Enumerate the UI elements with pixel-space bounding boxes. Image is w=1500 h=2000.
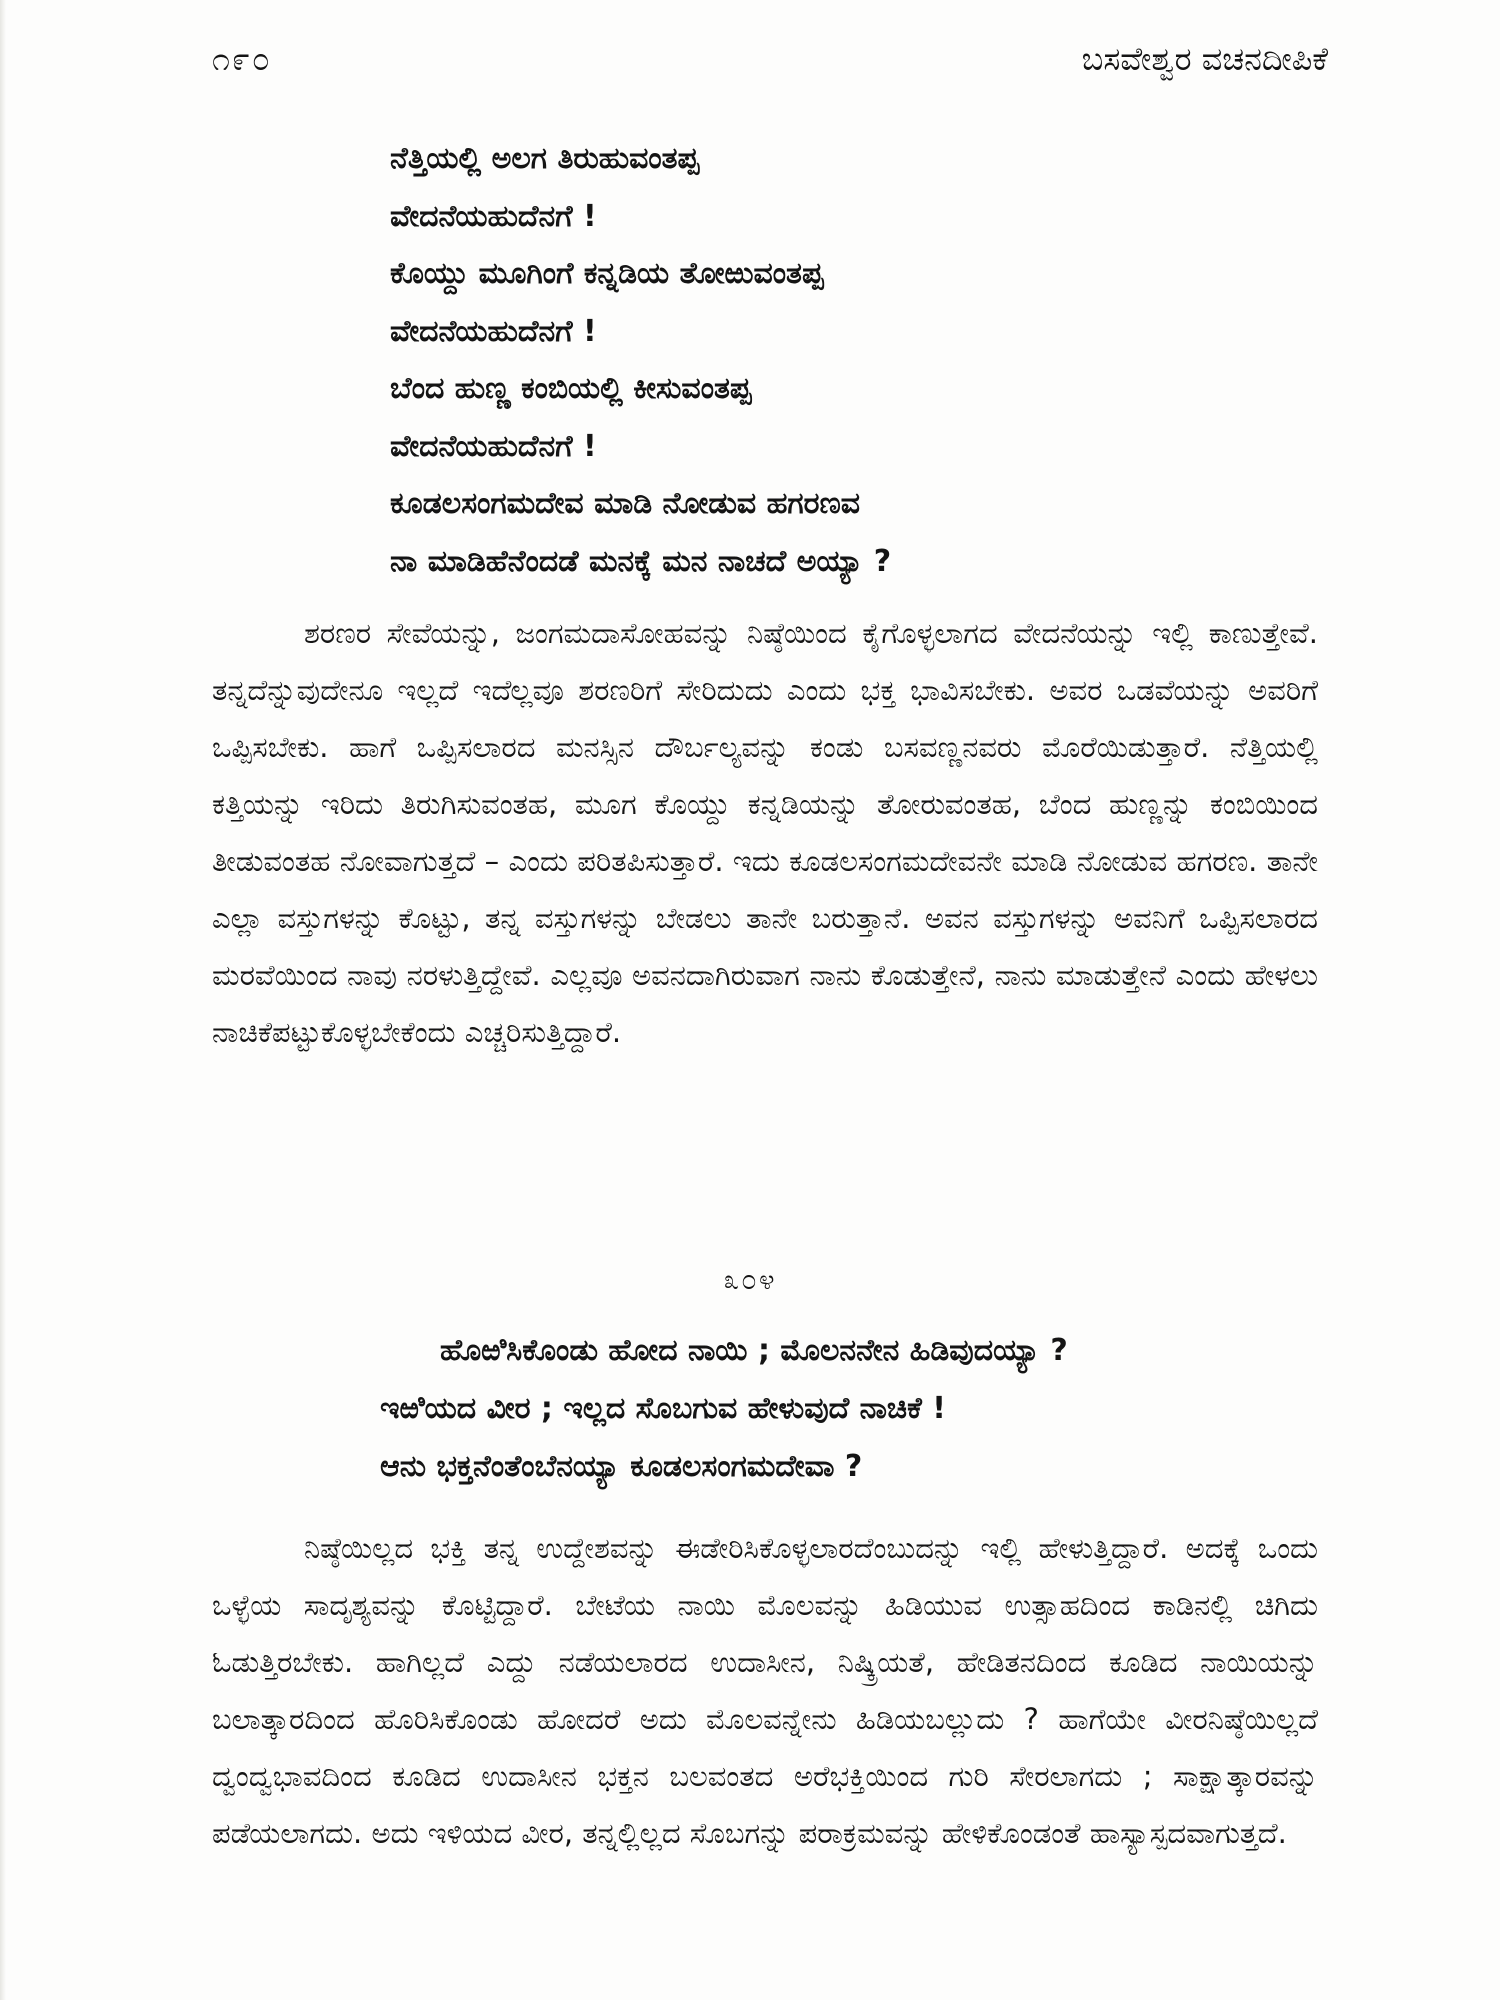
verse-line: ಬೆಂದ ಹುಣ್ಣ ಕಂಬಿಯಲ್ಲಿ ಕೀಸುವಂತಪ್ಪ: [390, 371, 752, 406]
commentary-paragraph: ನಿಷ್ಠೆಯಿಲ್ಲದ ಭಕ್ತಿ ತನ್ನ ಉದ್ದೇಶವನ್ನು ಈಡೇರಿಸಿಕೊಳ್ಳಲಾರದೆಂಬುದನ್ನು ಇಲ್ಲಿ ಹೇಳುತ್ತಿದ್ದಾರೆ. ಅದಕ್ಕೆ ಒಂದು ಒಳ್ಳೆಯ ಸಾದೃಶ್ಯವನ್ನು ಕೊಟ್ಟಿದ್ದಾರೆ. ಬೇಟೆಯ ನಾಯಿ ಮೊಲವನ್ನು ಹಿಡಿಯುವ ಉತ್ಸಾಹದಿಂದ ಕಾಡಿನಲ್ಲಿ ಚಿಗಿದು ಓಡುತ್ತಿರಬೇಕು. ಹಾಗಿಲ್ಲದೆ ಎದ್ದು ನಡೆಯಲಾರದ ಉದಾಸೀನ, ನಿಷ್ಕ್ರಿಯತೆ, ಹೇಡಿತನದಿಂದ ಕೂಡಿದ ನಾಯಿಯನ್ನು ಬಲಾತ್ಕಾರದಿಂದ ಹೊರಿಸಿಕೊಂಡು ಹೋದರೆ ಅದು ಮೊಲವನ್ನೇನು ಹಿಡಿಯಬಲ್ಲುದು ? ಹಾಗೆಯೇ ವೀರನಿಷ್ಠೆಯಿಲ್ಲದೆ ದ್ವಂದ್ವಭಾವದಿಂದ ಕೂಡಿದ ಉದಾಸೀನ ಭಕ್ತನ ಬಲವಂತದ ಅರೆಭಕ್ತಿಯಿಂದ ಗುರಿ ಸೇರಲಾಗದು ; ಸಾಕ್ಷಾತ್ಕಾರವನ್ನು ಪಡೆಯಲಾಗದು. ಅದು ಇಳಿಯದ ವೀರ, ತನ್ನಲ್ಲಿಲ್ಲದ ಸೊಬಗನ್ನು ಪರಾಕ್ರಮವನ್ನು ಹೇಳಿಕೊಂಡಂತೆ ಹಾಸ್ಯಾಸ್ಪದವಾಗುತ್ತದೆ.: [212, 1531, 1318, 1850]
verse-line: ವೇದನೆಯಹುದೆನಗೆ !: [390, 313, 597, 349]
commentary-paragraph: ಶರಣರ ಸೇವೆಯನ್ನು, ಜಂಗಮದಾಸೋಹವನ್ನು ನಿಷ್ಠೆಯಿಂದ ಕೈಗೊಳ್ಳಲಾಗದ ವೇದನೆಯನ್ನು ಇಲ್ಲಿ ಕಾಣುತ್ತೇವೆ. ತನ್ನದೆನ್ನುವುದೇನೂ ಇಲ್ಲದೆ ಇದೆಲ್ಲವೂ ಶರಣರಿಗೆ ಸೇರಿದುದು ಎಂದು ಭಕ್ತ ಭಾವಿಸಬೇಕು. ಅವರ ಒಡವೆಯನ್ನು ಅವರಿಗೆ ಒಪ್ಪಿಸಬೇಕು. ಹಾಗೆ ಒಪ್ಪಿಸಲಾರದ ಮನಸ್ಸಿನ ದೌರ್ಬಲ್ಯವನ್ನು ಕಂಡು ಬಸವಣ್ಣನವರು ಮೊರೆಯಿಡುತ್ತಾರೆ. ನೆತ್ತಿಯಲ್ಲಿ ಕತ್ತಿಯನ್ನು ಇರಿದು ತಿರುಗಿಸುವಂತಹ, ಮೂಗ ಕೊಯ್ದು ಕನ್ನಡಿಯನ್ನು ತೋರುವಂತಹ, ಬೆಂದ ಹುಣ್ಣನ್ನು ಕಂಬಿಯಿಂದ ತೀಡುವಂತಹ ನೋವಾಗುತ್ತದೆ – ಎಂದು ಪರಿತಪಿಸುತ್ತಾರೆ. ಇದು ಕೂಡಲಸಂಗಮದೇವನೇ ಮಾಡಿ ನೋಡುವ ಹಗರಣ. ತಾನೇ ಎಲ್ಲಾ ವಸ್ತುಗಳನ್ನು ಕೊಟ್ಟು, ತನ್ನ ವಸ್ತುಗಳನ್ನು ಬೇಡಲು ತಾನೇ ಬರುತ್ತಾನೆ. ಅವನ ವಸ್ತುಗಳನ್ನು ಅವನಿಗೆ ಒಪ್ಪಿಸಲಾರದ ಮರವೆಯಿಂದ ನಾವು ನರಳುತ್ತಿದ್ದೇವೆ. ಎಲ್ಲವೂ ಅವನದಾಗಿರುವಾಗ ನಾನು ಕೊಡುತ್ತೇನೆ, ನಾನು ಮಾಡುತ್ತೇನೆ ಎಂದು ಹೇಳಲು ನಾಚಿಕೆಪಟ್ಟುಕೊಳ್ಳಬೇಕೆಂದು ಎಚ್ಚರಿಸುತ್ತಿದ್ದಾರೆ.: [212, 616, 1318, 1049]
vachana-verse: [380, 1322, 1340, 1496]
verse-line: ಇಱಿಯದ ವೀರ ; ಇಲ್ಲದ ಸೊಬಗುವ ಹೇಳುವುದೆ ನಾಚಿಕೆ !: [380, 1391, 946, 1426]
page-spine-shadow: [0, 0, 6, 2000]
page-header: [212, 34, 1328, 84]
verse-line: ಕೊಯ್ದು ಮೂಗಿಂಗೆ ಕನ್ನಡಿಯ ತೋಱುವಂತಪ್ಪ: [390, 256, 824, 291]
verse-line: ನೆತ್ತಿಯಲ್ಲಿ ಅಲಗ ತಿರುಹುವಂತಪ್ಪ: [390, 141, 700, 176]
verse-line: ನಾ ಮಾಡಿಹೆನೆಂದಡೆ ಮನಕ್ಕೆ ಮನ ನಾಚದೆ ಅಯ್ಯಾ ?: [390, 543, 892, 579]
verse-line: ಆನು ಭಕ್ತನೆಂತೆಂಬೆನಯ್ಯಾ ಕೂಡಲಸಂಗಮದೇವಾ ?: [380, 1449, 863, 1484]
verse-line: ವೇದನೆಯಹುದೆನಗೆ !: [390, 428, 597, 464]
running-head-title: ಬಸವೇಶ್ವರ ವಚನದೀಪಿಕೆ: [1081, 40, 1328, 78]
page-number: ೧೯೦: [212, 40, 272, 78]
verse-line: ಹೊಱಿಸಿಕೊಂಡು ಹೋದ ನಾಯಿ ; ಮೊಲನನೇನ ಹಿಡಿವುದಯ್ಯಾ ?: [440, 1333, 1068, 1368]
verse-line: ಕೂಡಲಸಂಗಮದೇವ ಮಾಡಿ ನೋಡುವ ಹಗರಣವ: [390, 486, 860, 521]
vachana-verse: [390, 130, 1310, 590]
verse-line: ವೇದನೆಯಹುದೆನಗೆ !: [390, 198, 597, 234]
vachana-number: ೩೦೪: [723, 1263, 777, 1296]
